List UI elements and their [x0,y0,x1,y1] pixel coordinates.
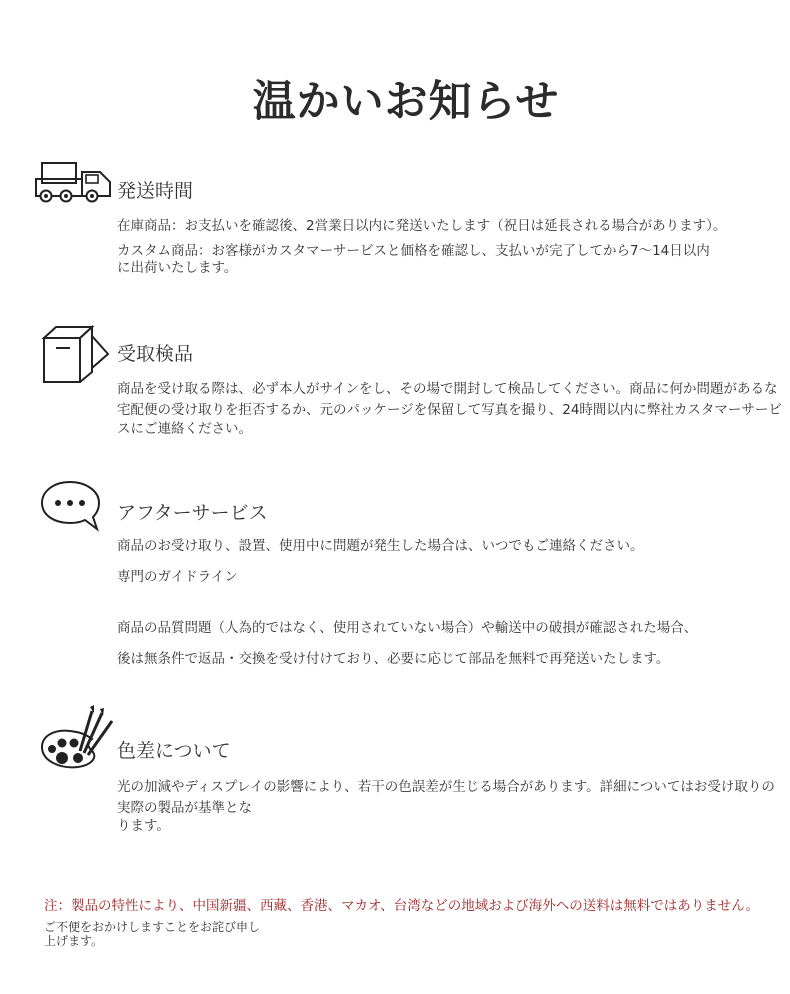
page-title: 温かいお知らせ [252,77,560,127]
section-text: カスタム商品：お客様がカスタマーサービスと価格を確認し、支払いが完了してから7〜14日以内 [117,243,710,259]
palette-icon [40,703,116,773]
apology-text: 上げます。 [44,934,104,948]
section-text: 宅配便の受け取りを拒否するか、元のパッケージを保留して写真を撮り、24時間以内に弊社カスタマーサービ [117,402,782,418]
section-heading-after-service: アフターサービス [117,502,268,524]
apology-text: ご不便をおかけしますことをお詫び申し [44,920,261,934]
section-heading-shipping: 発送時間 [117,180,194,202]
section-text: 在庫商品：お支払いを確認後、2営業日以内に発送いたします（祝日は延長される場合があります）。 [117,218,727,234]
section-text: 専門のガイドライン [117,569,238,585]
shipping-note: 注：製品の特性により、中国新疆、西藏、香港、マカオ、台湾などの地域および海外への送料は無料ではありません。 [44,898,760,914]
section-text: 商品を受け取る際は、必ず本人がサインをし、その場で開封して検品してください。商品に何か問題があるな [117,381,778,397]
chat-bubble-icon [40,479,102,533]
section-text: 商品の品質問題（人為的ではなく、使用されていない場合）や輸送中の破損が確認された場合、 [117,620,698,636]
section-text: 光の加減やディスプレイの影響により、若干の色誤差が生じる場合があります。詳細についてはお受け取りの [117,779,775,795]
box-icon [40,324,112,386]
section-text: 後は無条件で返品・交換を受け付けており、必要に応じて部品を無料で再発送いたします。 [117,651,670,667]
section-text: 実際の製品が基準とな [117,800,252,816]
section-text: ります。 [117,818,170,834]
section-heading-color: 色差について [117,740,231,762]
section-text: 商品のお受け取り、設置、使用中に問題が発生した場合は、いつでもご連絡ください。 [117,538,644,554]
section-text: スにご連絡ください。 [117,421,252,437]
section-heading-inspection: 受取検品 [117,343,194,365]
section-text: に出荷いたします。 [117,260,238,276]
truck-icon [34,160,116,206]
